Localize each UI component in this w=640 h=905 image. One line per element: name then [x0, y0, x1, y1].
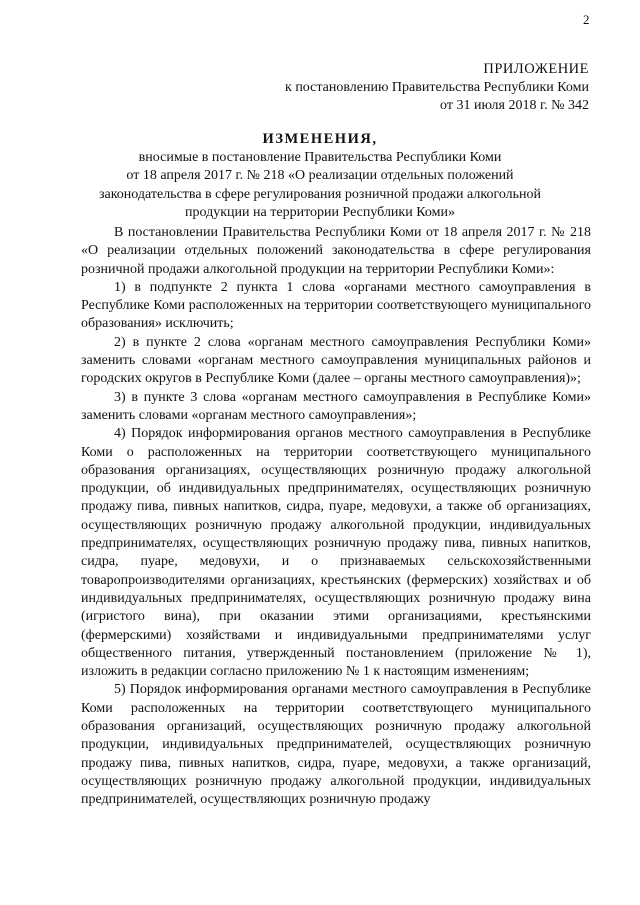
appendix-block: [169, 60, 589, 116]
page-number: 2: [583, 12, 590, 27]
paragraph-item-1: 1) в подпункте 2 пункта 1 слова «органами местного самоуправления в Республике Коми расположенных на территории соответствующего муниципального образования» исключить;: [81, 279, 591, 332]
paragraph-item-2: 2) в пункте 2 слова «органам местного самоуправления Республики Коми» заменить словами «органам местного самоуправления муниципальных районов и городских округов в Республике Коми (далее – органы местного самоуправления)»;: [81, 334, 591, 387]
document-title: ИЗМЕНЕНИЯ,: [262, 131, 378, 147]
paragraph-intro: В постановлении Правительства Республики Коми от 18 апреля 2017 г. № 218 «О реализации отдельных положений законодательства в сфере регулирования розничной продажи алкогольной продукции на территории Республики Коми»:: [81, 225, 591, 277]
appendix-line: к постановлению Правительства Республики Коми: [285, 79, 589, 95]
heading-line: от 18 апреля 2017 г. № 218 «О реализации отдельных положений: [126, 168, 514, 183]
document-heading: [90, 130, 550, 223]
appendix-line: от 31 июля 2018 г. № 342: [440, 98, 589, 113]
document-body: [81, 224, 591, 810]
paragraph-item-3: 3) в пункте 3 слова «органам местного самоуправления в Республике Коми» заменить словами «органам местного самоуправления»;: [81, 389, 591, 423]
heading-line: продукции на территории Республики Коми»: [185, 205, 455, 220]
paragraph-item-4: 4) Порядок информирования органов местного самоуправления в Республике Коми о расположенных на территории соответствующего муниципального образования организациях, осуществляющих розничную продажу алкогольной продукции, об индивидуальных предпринимателях, осуществляющих розничную продажу пива, пивных напитков, сидра, пуаре, медовухи, а также об организациях, осуществляющих розничную продажу алкогольной продукции, индивидуальных предпринимателях, осуществляющих розничную продажу пива, пивных напитков, сидра, пуаре, медовухи, и о признаваемых сельскохозяйственными товаропроизводителями организациях, крестьянских (фермерских) хозяйствах и об индивидуальных предпринимателях, осуществляющих розничную продажу вина (игристого вина), при оказании этими организациями, крестьянскими (фермерскими) хозяйствами и индивидуальными предпринимателями услуг общественного питания, утвержденный постановлением (приложение № 1), изложить в редакции согласно приложению № 1 к настоящим изменениям;: [81, 426, 591, 680]
heading-line: вносимые в постановление Правительства Республики Коми: [138, 149, 502, 165]
heading-line: законодательства в сфере регулирования розничной продажи алкогольной: [98, 186, 542, 202]
appendix-title: ПРИЛОЖЕНИЕ: [483, 61, 589, 77]
paragraph-item-5: 5) Порядок информирования органами местного самоуправления в Республике Коми расположенных на территории соответствующего муниципального образования организаций, осуществляющих розничную продажу алкогольной продукции, индивидуальных предпринимателей, осуществляющих розничную продажу пива, пивных напитков, сидра, пуаре, медовухи, а также организаций, осуществляющих розничную продажу алкогольной продукции, индивидуальных предпринимателей, осуществляющих розничную продажу: [81, 682, 591, 808]
